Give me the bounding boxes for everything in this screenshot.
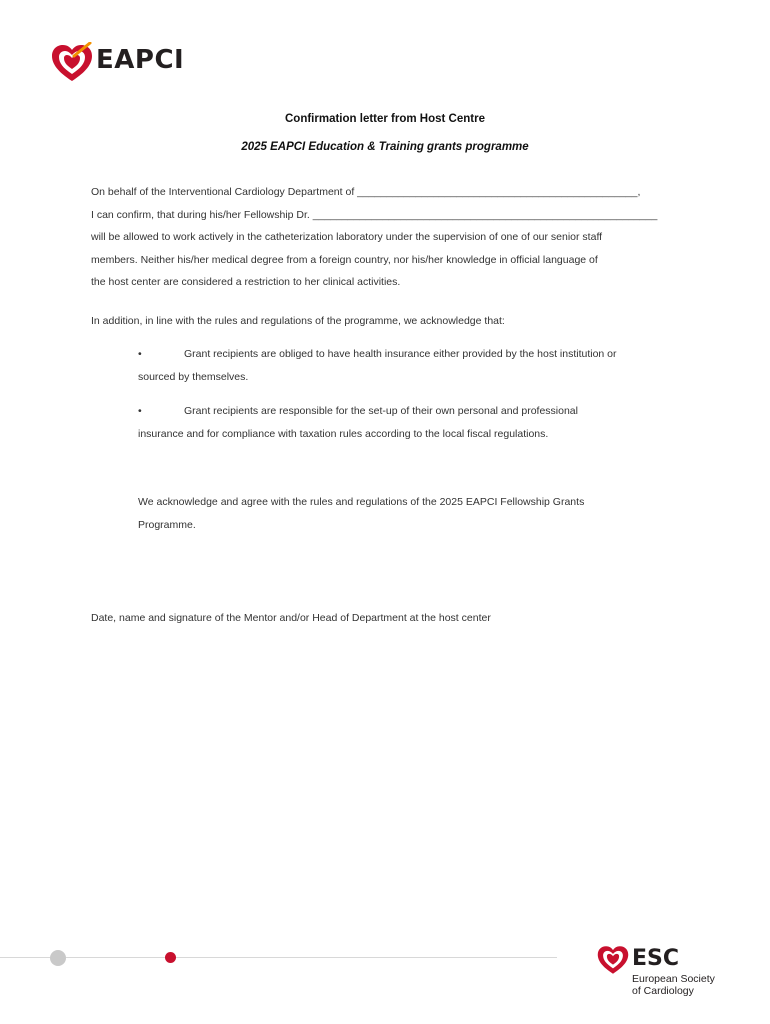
bullet-text: insurance and for compliance with taxation rules according to the local fiscal regulations. [138,427,549,440]
esc-logo [596,944,736,1004]
esc-subtitle-line2: of Cardiology [632,985,694,997]
bullet-text: sourced by themselves. [138,370,249,383]
paragraph-line: On behalf of the Interventional Cardiology Department of ________________________________________________, [91,186,641,198]
bullet-marker: • [138,405,142,417]
paragraph-line: members. Neither his/her medical degree from a foreign country, nor his/her knowledge in official language of [91,253,598,266]
document-title: Confirmation letter from Host Centre [285,113,485,125]
rules-intro-paragraph: In addition, in line with the rules and regulations of the programme, we acknowledge that: [91,315,505,327]
eapci-wordmark: EAPCI [96,45,185,75]
esc-subtitle-line1: European Society [632,973,715,985]
bullet-marker: • [138,348,142,360]
list-item [138,343,683,388]
paragraph-line: I can confirm, that during his/her Fellowship Dr. ___________________________________________________________ [91,208,658,221]
paragraph-line: Programme. [138,518,196,531]
confirmation-paragraph [91,181,681,294]
list-item [138,400,683,445]
heart-logo-icon [50,42,94,84]
paragraph-line: the host center are considered a restriction to her clinical activities. [91,276,401,288]
eapci-logo [50,42,200,84]
acknowledgement-paragraph [138,491,683,536]
bullet-text: Grant recipients are obliged to have health insurance either provided by the host institution or [184,348,617,360]
paragraph-line: will be allowed to work actively in the catheterization laboratory under the supervision of one of our senior staff [91,231,603,243]
heart-logo-icon [596,944,630,976]
paragraph-line: We acknowledge and agree with the rules and regulations of the 2025 EAPCI Fellowship Grants [138,496,585,508]
footer-dot-red [165,952,176,963]
footer-dot-grey [50,950,66,966]
esc-wordmark: ESC [632,946,680,971]
bullet-text: Grant recipients are responsible for the set-up of their own personal and professional [184,405,578,417]
signature-line: Date, name and signature of the Mentor and/or Head of Department at the host center [91,612,491,624]
footer-divider [0,957,557,958]
document-subtitle: 2025 EAPCI Education & Training grants programme [241,141,529,153]
